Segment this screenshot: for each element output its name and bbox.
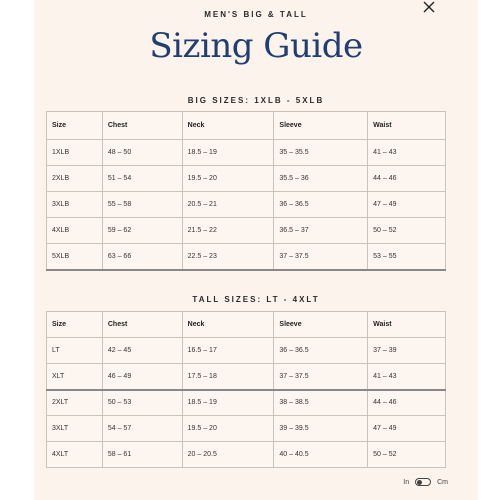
table-header-row <box>47 112 446 140</box>
tall-sizes-title: TALL SIZES: LT - 4XLT <box>192 295 320 304</box>
table-cell: 47 – 49 <box>368 192 446 218</box>
table-row <box>47 166 446 192</box>
table-cell: 54 – 57 <box>102 416 182 442</box>
table-cell: 53 – 55 <box>368 244 446 270</box>
unit-toggle <box>403 478 448 486</box>
table-cell: 19.5 – 20 <box>182 166 274 192</box>
header-cell: Size <box>47 112 103 140</box>
table-cell: 50 – 52 <box>368 442 446 468</box>
table-cell: 37 – 37.5 <box>274 244 368 270</box>
table-cell: 18.5 – 19 <box>182 140 274 166</box>
table-cell: 51 – 54 <box>102 166 182 192</box>
table-cell: 4XLB <box>47 218 103 244</box>
header-cell: Waist <box>368 312 446 338</box>
table-cell: LT <box>47 338 103 364</box>
header-cell: Size <box>47 312 103 338</box>
table-cell: 37 – 39 <box>368 338 446 364</box>
table-cell: XLT <box>47 364 103 390</box>
table-cell: 35 – 35.5 <box>274 140 368 166</box>
table-cell: 58 – 61 <box>102 442 182 468</box>
table-cell: 36 – 36.5 <box>274 192 368 218</box>
sizing-guide-modal <box>34 0 478 500</box>
table-cell: 48 – 50 <box>102 140 182 166</box>
table-cell: 63 – 66 <box>102 244 182 270</box>
table-cell: 44 – 46 <box>368 390 446 416</box>
table-cell: 39 – 39.5 <box>274 416 368 442</box>
table-cell: 50 – 52 <box>368 218 446 244</box>
table-cell: 1XLB <box>47 140 103 166</box>
tall-sizes-table <box>46 311 446 468</box>
table-cell: 47 – 49 <box>368 416 446 442</box>
table-cell: 35.5 – 36 <box>274 166 368 192</box>
table-row <box>47 218 446 244</box>
table-row <box>47 192 446 218</box>
table-cell: 44 – 46 <box>368 166 446 192</box>
unit-switch-knob <box>417 480 422 485</box>
table-row <box>47 390 446 416</box>
table-cell: 3XLT <box>47 416 103 442</box>
table-row <box>47 140 446 166</box>
table-cell: 16.5 – 17 <box>182 338 274 364</box>
table-cell: 55 – 58 <box>102 192 182 218</box>
table-cell: 22.5 – 23 <box>182 244 274 270</box>
table-cell: 41 – 43 <box>368 364 446 390</box>
unit-in-label[interactable]: In <box>403 478 410 486</box>
table-cell: 21.5 – 22 <box>182 218 274 244</box>
table-cell: 2XLT <box>47 390 103 416</box>
table-row <box>47 244 446 270</box>
table-cell: 40 – 40.5 <box>274 442 368 468</box>
table-cell: 42 – 45 <box>102 338 182 364</box>
big-sizes-table <box>46 111 446 271</box>
table-cell: 46 – 49 <box>102 364 182 390</box>
unit-switch[interactable] <box>415 478 431 486</box>
unit-cm-label[interactable]: Cm <box>437 478 448 486</box>
table-row <box>47 416 446 442</box>
header-cell: Chest <box>102 112 182 140</box>
table-cell: 41 – 43 <box>368 140 446 166</box>
big-sizes-title: BIG SIZES: 1XLB - 5XLB <box>187 96 325 105</box>
table-cell: 38 – 38.5 <box>274 390 368 416</box>
header-cell: Chest <box>102 312 182 338</box>
header-cell: Sleeve <box>274 312 368 338</box>
table-cell: 36.5 – 37 <box>274 218 368 244</box>
table-cell: 18.5 – 19 <box>182 390 274 416</box>
table-cell: 37 – 37.5 <box>274 364 368 390</box>
page-title: Sizing Guide <box>149 26 363 66</box>
table-cell: 20 – 20.5 <box>182 442 274 468</box>
header-cell: Waist <box>368 112 446 140</box>
table-cell: 59 – 62 <box>102 218 182 244</box>
table-cell: 19.5 – 20 <box>182 416 274 442</box>
table-cell: 3XLB <box>47 192 103 218</box>
table-row <box>47 338 446 364</box>
table-cell: 5XLB <box>47 244 103 270</box>
table-row <box>47 364 446 390</box>
table-cell: 20.5 – 21 <box>182 192 274 218</box>
page-kicker: MEN'S BIG & TALL <box>204 10 308 19</box>
table-cell: 36 – 36.5 <box>274 338 368 364</box>
table-row <box>47 442 446 468</box>
header-cell: Neck <box>182 312 274 338</box>
table-cell: 50 – 53 <box>102 390 182 416</box>
table-cell: 2XLB <box>47 166 103 192</box>
table-header-row <box>47 312 446 338</box>
table-cell: 17.5 – 18 <box>182 364 274 390</box>
table-cell: 4XLT <box>47 442 103 468</box>
header-cell: Sleeve <box>274 112 368 140</box>
header-cell: Neck <box>182 112 274 140</box>
